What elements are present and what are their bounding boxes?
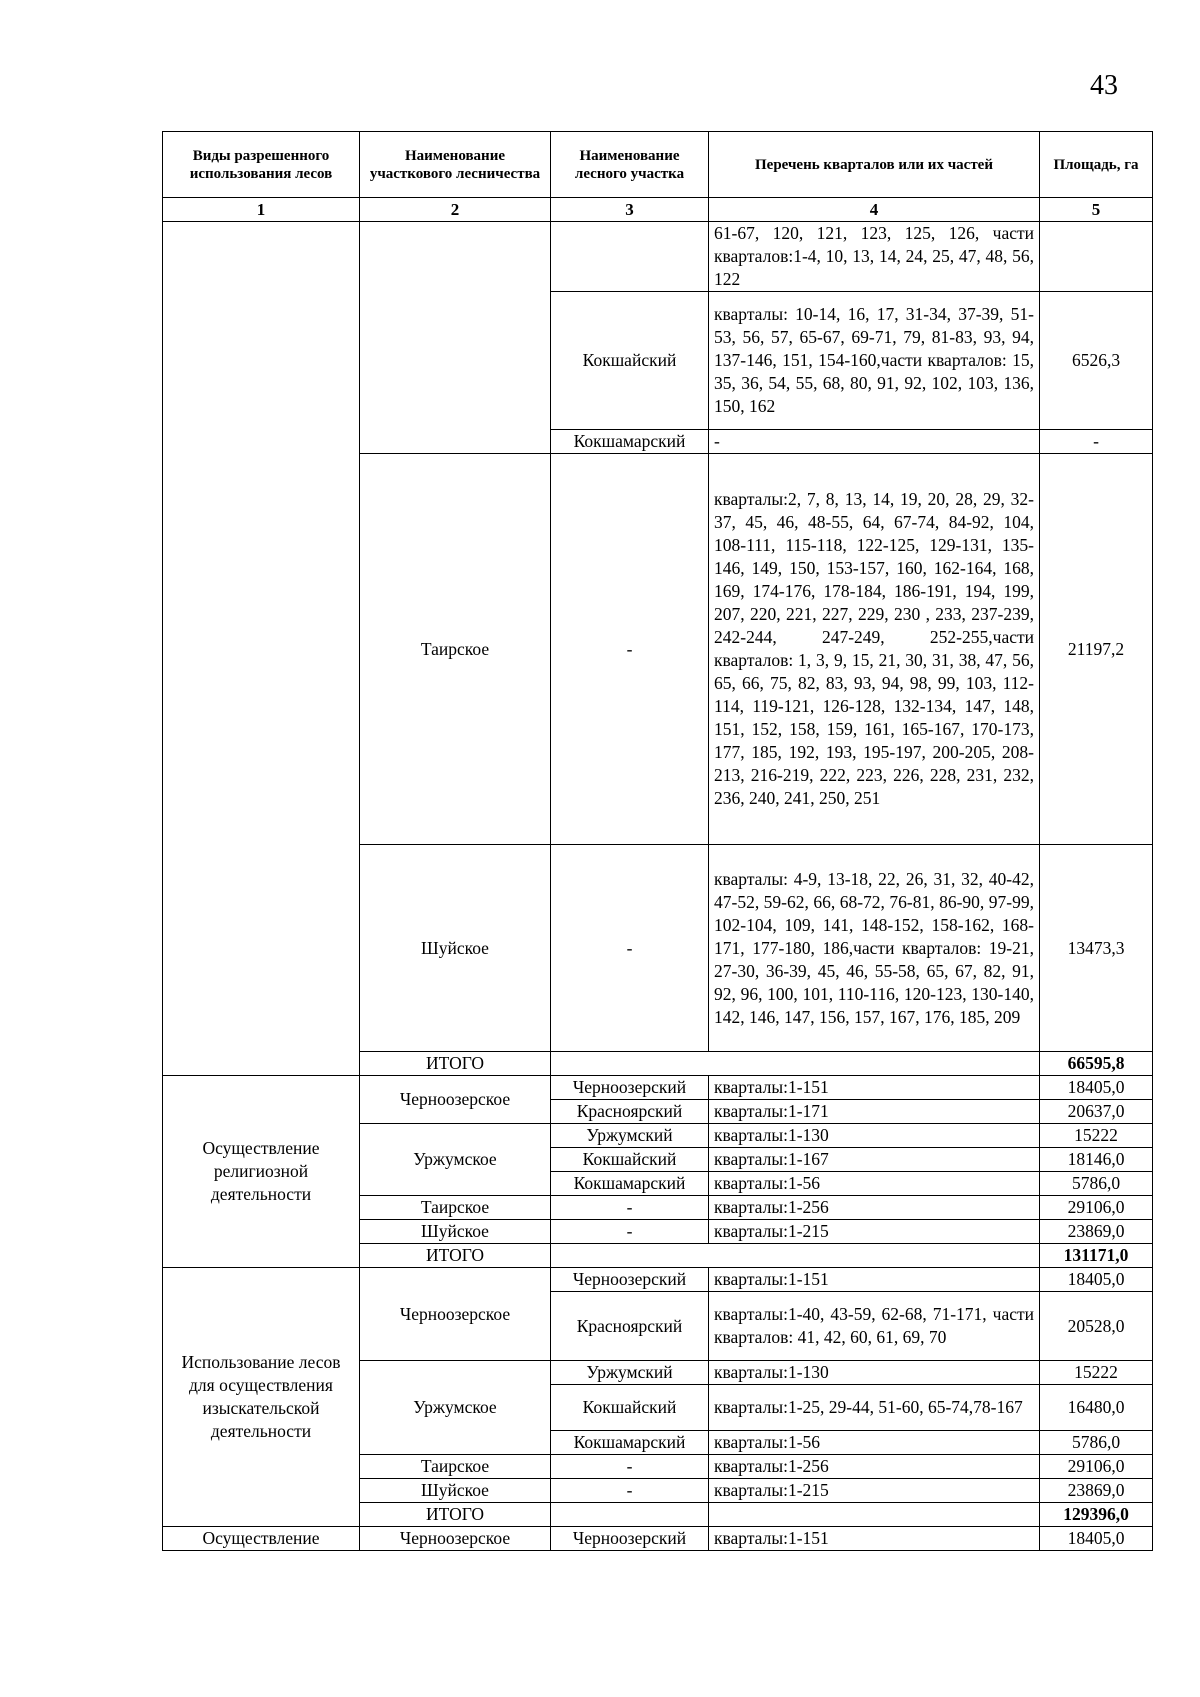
plot-cell: Кокшамарский	[551, 1172, 709, 1196]
area-cell: 18405,0	[1040, 1268, 1153, 1292]
quarters-cell: кварталы: 10-14, 16, 17, 31-34, 37-39, 51-53, 56, 57, 65-67, 69-71, 79, 81-83, 93, 94, 137-146, 151, 154-160,части кварталов: 15, 35, 36, 54, 55, 68, 80, 91, 92, 102, 103, 136, 150, 162	[709, 292, 1040, 430]
area-cell: 6526,3	[1040, 292, 1153, 430]
column-numbers-row	[163, 198, 1153, 222]
total-label: ИТОГО	[360, 1052, 551, 1076]
area-cell: -	[1040, 430, 1153, 454]
area-cell: 20637,0	[1040, 1100, 1153, 1124]
column-number: 4	[709, 198, 1040, 222]
plot-cell: -	[551, 1220, 709, 1244]
plot-cell: Кокшайский	[551, 1385, 709, 1431]
plot-cell: -	[551, 845, 709, 1052]
forestry-cell: Уржумское	[360, 1124, 551, 1196]
area-cell: 5786,0	[1040, 1431, 1153, 1455]
quarters-cell: кварталы: 4-9, 13-18, 22, 26, 31, 32, 40-42, 47-52, 59-62, 66, 68-72, 76-81, 86-90, 97-99, 102-104, 109, 141, 148-152, 158-162, 168-171, 177-180, 186,части кварталов: 19-21, 27-30, 36-39, 45, 46, 55-58, 65, 67, 82, 91, 92, 96, 100, 101, 110-116, 120-123, 130-140, 142, 146, 147, 156, 157, 167, 176, 185, 209	[709, 845, 1040, 1052]
plot-cell: Уржумский	[551, 1361, 709, 1385]
use-type-cell: Использование лесов для осуществления изыскательской деятельности	[163, 1268, 360, 1527]
area-cell: 5786,0	[1040, 1172, 1153, 1196]
column-number: 5	[1040, 198, 1153, 222]
quarters-cell: кварталы:1-56	[709, 1172, 1040, 1196]
area-cell: 23869,0	[1040, 1479, 1153, 1503]
plot-cell: Черноозерский	[551, 1076, 709, 1100]
area-cell: 15222	[1040, 1124, 1153, 1148]
table-row	[163, 222, 1153, 292]
header-forestry: Наименование участкового лесничества	[360, 132, 551, 198]
quarters-cell: кварталы:1-151	[709, 1527, 1040, 1551]
area-cell: 16480,0	[1040, 1385, 1153, 1431]
area-cell: 23869,0	[1040, 1220, 1153, 1244]
area-cell: 20528,0	[1040, 1292, 1153, 1361]
forestry-cell: Уржумское	[360, 1361, 551, 1455]
plot-cell: Кокшамарский	[551, 1431, 709, 1455]
forest-use-table	[162, 131, 1153, 1551]
forestry-cell: Таирское	[360, 1455, 551, 1479]
forestry-cell: Черноозерское	[360, 1268, 551, 1361]
total-area: 66595,8	[1040, 1052, 1153, 1076]
use-type-cell	[163, 222, 360, 1076]
page-number: 43	[1090, 70, 1118, 101]
plot-cell: Красноярский	[551, 1100, 709, 1124]
total-area: 129396,0	[1040, 1503, 1153, 1527]
quarters-cell: -	[709, 430, 1040, 454]
plot-cell: -	[551, 454, 709, 845]
forestry-cell: Шуйское	[360, 1220, 551, 1244]
use-type-cell: Осуществление религиозной деятельности	[163, 1076, 360, 1268]
quarters-cell: кварталы:2, 7, 8, 13, 14, 19, 20, 28, 29, 32-37, 45, 46, 48-55, 64, 67-74, 84-92, 104, 108-111, 115-118, 122-125, 129-131, 135-146, 149, 150, 153-157, 160, 162-164, 168, 169, 174-176, 178-184, 186-191, 194, 199, 207, 220, 221, 227, 229, 230 , 233, 237-239, 242-244, 247-249, 252-255,части кварталов: 1, 3, 9, 15, 21, 30, 31, 38, 47, 56, 65, 66, 75, 82, 83, 93, 94, 98, 99, 103, 112-114, 119-121, 126-128, 132-134, 147, 148, 151, 152, 158, 159, 161, 165-167, 170-173, 177, 185, 192, 193, 195-197, 200-205, 208-213, 216-219, 222, 223, 226, 228, 231, 232, 236, 240, 241, 250, 251	[709, 454, 1040, 845]
table-row	[163, 1268, 1153, 1292]
total-empty-cell	[551, 1244, 1040, 1268]
quarters-cell: кварталы:1-167	[709, 1148, 1040, 1172]
quarters-cell: кварталы:1-151	[709, 1076, 1040, 1100]
quarters-cell: кварталы:1-215	[709, 1220, 1040, 1244]
plot-cell: Черноозерский	[551, 1268, 709, 1292]
plot-cell: -	[551, 1479, 709, 1503]
table-row	[163, 1527, 1153, 1551]
table-row	[163, 1076, 1153, 1100]
total-empty-cell	[551, 1503, 709, 1527]
quarters-cell: кварталы:1-40, 43-59, 62-68, 71-171, части кварталов: 41, 42, 60, 61, 69, 70	[709, 1292, 1040, 1361]
quarters-cell: кварталы:1-56	[709, 1431, 1040, 1455]
area-cell: 18405,0	[1040, 1527, 1153, 1551]
forestry-cell: Таирское	[360, 1196, 551, 1220]
forestry-cell: Черноозерское	[360, 1076, 551, 1124]
plot-cell: Кокшайский	[551, 1148, 709, 1172]
forestry-cell: Шуйское	[360, 1479, 551, 1503]
forestry-cell: Черноозерское	[360, 1527, 551, 1551]
quarters-cell: кварталы:1-151	[709, 1268, 1040, 1292]
quarters-cell: 61-67, 120, 121, 123, 125, 126, части кварталов:1-4, 10, 13, 14, 24, 25, 47, 48, 56, 122	[709, 222, 1040, 292]
area-cell: 18146,0	[1040, 1148, 1153, 1172]
column-number: 1	[163, 198, 360, 222]
area-cell: 21197,2	[1040, 454, 1153, 845]
quarters-cell: кварталы:1-171	[709, 1100, 1040, 1124]
quarters-cell: кварталы:1-256	[709, 1196, 1040, 1220]
column-number: 3	[551, 198, 709, 222]
forestry-cell	[360, 222, 551, 454]
area-cell: 15222	[1040, 1361, 1153, 1385]
plot-cell	[551, 222, 709, 292]
quarters-cell: кварталы:1-130	[709, 1124, 1040, 1148]
column-number: 2	[360, 198, 551, 222]
header-area: Площадь, га	[1040, 132, 1153, 198]
plot-cell: Красноярский	[551, 1292, 709, 1361]
quarters-cell: кварталы:1-215	[709, 1479, 1040, 1503]
area-cell: 29106,0	[1040, 1455, 1153, 1479]
use-type-cell: Осуществление	[163, 1527, 360, 1551]
area-cell: 29106,0	[1040, 1196, 1153, 1220]
plot-cell: Кокшайский	[551, 292, 709, 430]
plot-cell: Кокшамарский	[551, 430, 709, 454]
forestry-cell: Таирское	[360, 454, 551, 845]
plot-cell: Уржумский	[551, 1124, 709, 1148]
plot-cell: Черноозерский	[551, 1527, 709, 1551]
forestry-cell: Шуйское	[360, 845, 551, 1052]
total-area: 131171,0	[1040, 1244, 1153, 1268]
header-use-type: Виды разрешенного использования лесов	[163, 132, 360, 198]
plot-cell: -	[551, 1455, 709, 1479]
quarters-cell: кварталы:1-130	[709, 1361, 1040, 1385]
area-cell	[1040, 222, 1153, 292]
quarters-cell: кварталы:1-256	[709, 1455, 1040, 1479]
total-label: ИТОГО	[360, 1244, 551, 1268]
total-empty-cell	[709, 1503, 1040, 1527]
plot-cell: -	[551, 1196, 709, 1220]
area-cell: 13473,3	[1040, 845, 1153, 1052]
table-header-row	[163, 132, 1153, 198]
header-plot: Наименование лесного участка	[551, 132, 709, 198]
total-label: ИТОГО	[360, 1503, 551, 1527]
quarters-cell: кварталы:1-25, 29-44, 51-60, 65-74,78-167	[709, 1385, 1040, 1431]
total-empty-cell	[551, 1052, 1040, 1076]
header-quarters: Перечень кварталов или их частей	[709, 132, 1040, 198]
area-cell: 18405,0	[1040, 1076, 1153, 1100]
